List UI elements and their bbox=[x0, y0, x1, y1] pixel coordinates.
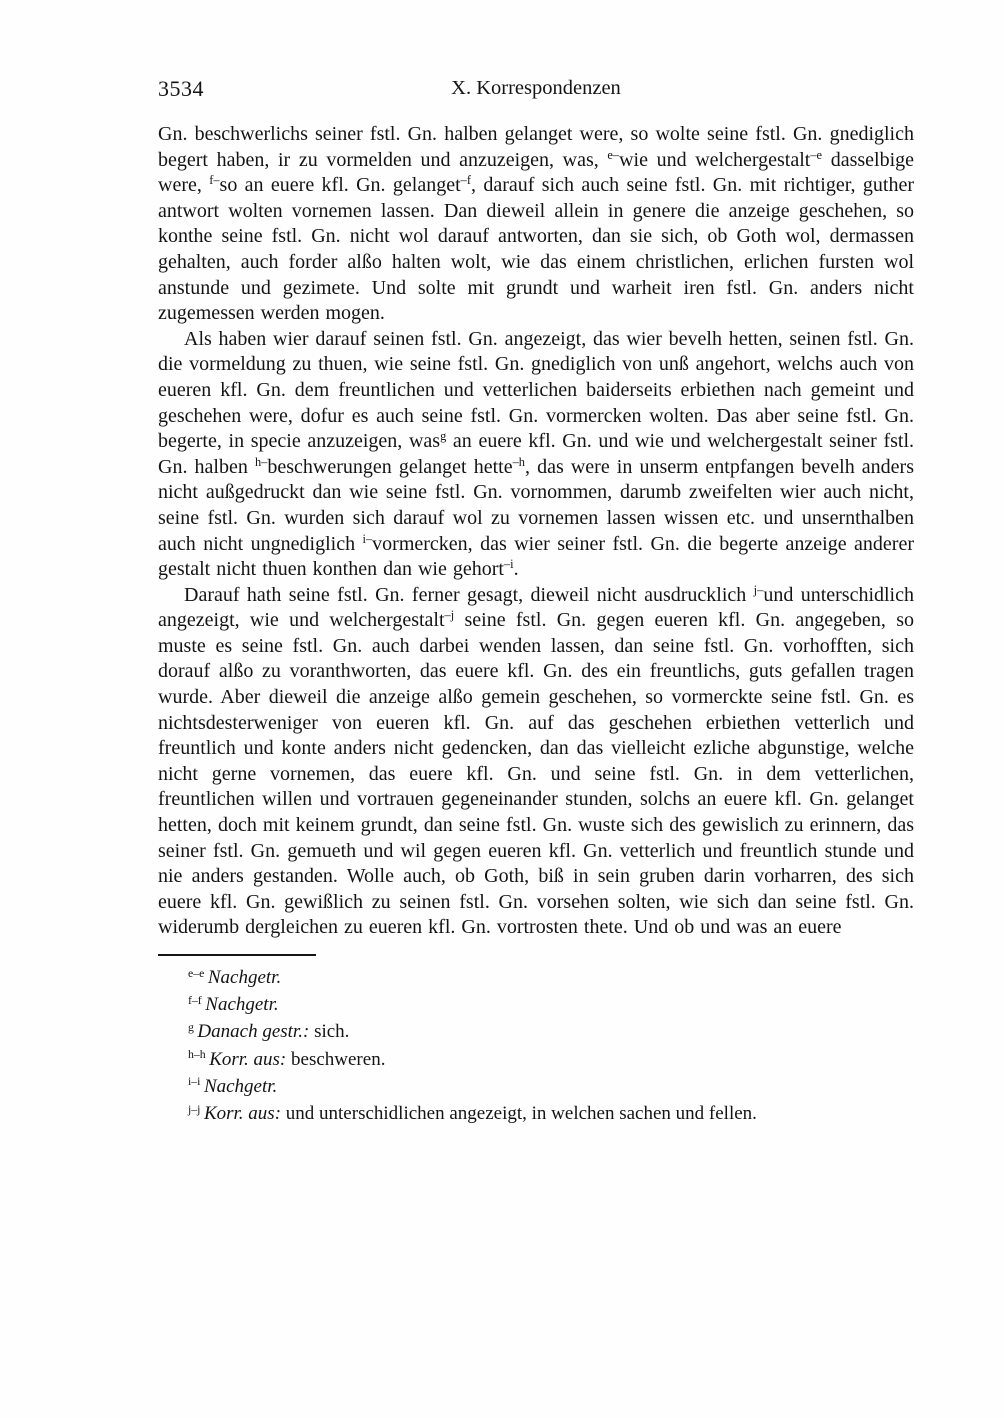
footnotes bbox=[158, 964, 914, 1127]
footnote: $^{f-f}$ Nachgetr. bbox=[188, 993, 279, 1016]
body-text bbox=[158, 122, 914, 941]
footnote: $^{e-e}$ Nachgetr. bbox=[188, 966, 282, 988]
footnote-separator bbox=[158, 954, 316, 956]
page-header bbox=[158, 76, 914, 106]
paragraph-continuation: Gn. beschwerlichs seiner fstl. Gn. halben gelanget were, so wolte seine fstl. Gn. gnediglich begert haben, ir zu vormelden und anzuzeigen, was, $^{e-}$wie und welchergestalt$^{-e}$ dasselbige were, $^{f-}$so an euere kfl. Gn. gelanget$^{-f}$, darauf sich auch seine fstl. Gn. mit richtiger, guther antwort wolten vornemen lassen. Dan dieweil allein in genere die anzeige geschehen, so konthe seine fstl. Gn. nicht wol darauf antworten, dan sie sich, ob Goth wol, dermassen gehalten, auch forder alßo halten wolt, wie das einem christlichen, erlichen fursten wol anstunde und gezimete. Und solte mit grundt und warheit iren fstl. Gn. anders nicht zugemessen werden mogen. bbox=[158, 123, 915, 325]
footnote: $^{j-j}$ Korr. aus: und unterschidlichen angezeigt, in welchen sachen und fellen. bbox=[188, 1102, 757, 1125]
paragraph: Darauf hath seine fstl. Gn. ferner gesagt, dieweil nicht ausdrucklich $^{j-}$und unterschidlich angezeigt, wie und welchergestalt$^{-j}$ seine fstl. Gn. gegen eueren kfl. Gn. angegeben, so muste es seine fstl. Gn. auch darbei wenden lassen, dan seine fstl. Gn. vorhofften, sich dorauf alßo zu voranthworten, das euere kfl. Gn. des ein freuntlichs, guts gefallen tragen wurde. Aber dieweil die anzeige alßo gemein geschehen, so vormerckte seine fstl. Gn. es nichtsdesterweniger von eueren kfl. Gn. auf das geschehen erbiethen vetterlich und freuntlich und konte anders nicht gedencken, dan das vielleicht ezliche abgunstige, welche nicht gerne vornemen, das euere kfl. Gn. und seine fstl. Gn. in dem vetterlichen, freuntlichen willen und vortrauen gegeneinander stunden, solchs an euere kfl. Gn. gelanget hetten, doch mit keinem grundt, dan seine fstl. Gn. wuste sich des gewislich zu erinnern, das seiner fstl. Gn. gemueth und wil gegen eueren kfl. Gn. vetterlich und freuntlich stunde und nie anders gestanden. Wolle auch, ob Goth, biß in sein gruben darin vorharren, des sich euere kfl. Gn. gewißlich zu seinen fstl. Gn. vorsehen solten, wie sich dan seine fstl. Gn. widerumb dergleichen zu eueren kfl. Gn. vortrosten thete. Und ob und was an euere bbox=[158, 582, 914, 939]
page-number: 3534 bbox=[158, 76, 204, 101]
running-head: X. Korrespondenzen bbox=[451, 77, 621, 99]
text-block bbox=[158, 76, 914, 1127]
footnote: $^{h-h}$ Korr. aus: beschweren. bbox=[188, 1048, 386, 1070]
footnote: $^g$ Danach gestr.: sich. bbox=[188, 1020, 350, 1043]
paragraph: Als haben wier darauf seinen fstl. Gn. angezeigt, das wier bevelh hetten, seinen fstl. Gn. die vormeldung zu thuen, wie seine fstl. Gn. gnediglich von unß angehort, welchs auch von eueren kfl. Gn. dem freuntlichen und vetterlichen baiderseits erbiethen nach gemeint und geschehen were, dofur es auch seine fstl. Gn. vormercken wolten. Das aber seine fstl. Gn. begerte, in specie anzuzeigen, was$^g$ an euere kfl. Gn. und wie und welchergestalt seiner fstl. Gn. halben $^{h-}$beschwerungen gelanget hette$^{-h}$, das were in unserm entpfangen bevelh anders nicht außgedruckt dan wie seine fstl. Gn. vornommen, darumb zweifelten wier auch nicht, seine fstl. Gn. wurden sich darauf wol zu vornemen lassen wissen etc. und unsernthalben auch nicht ungnediglich $^{i-}$vormercken, das wier seiner fstl. Gn. die begerte anzeige anderer gestalt nicht thuen konthen dan wie gehort$^{-i}$. bbox=[158, 327, 915, 581]
footnote: $^{i-i}$ Nachgetr. bbox=[188, 1075, 278, 1097]
